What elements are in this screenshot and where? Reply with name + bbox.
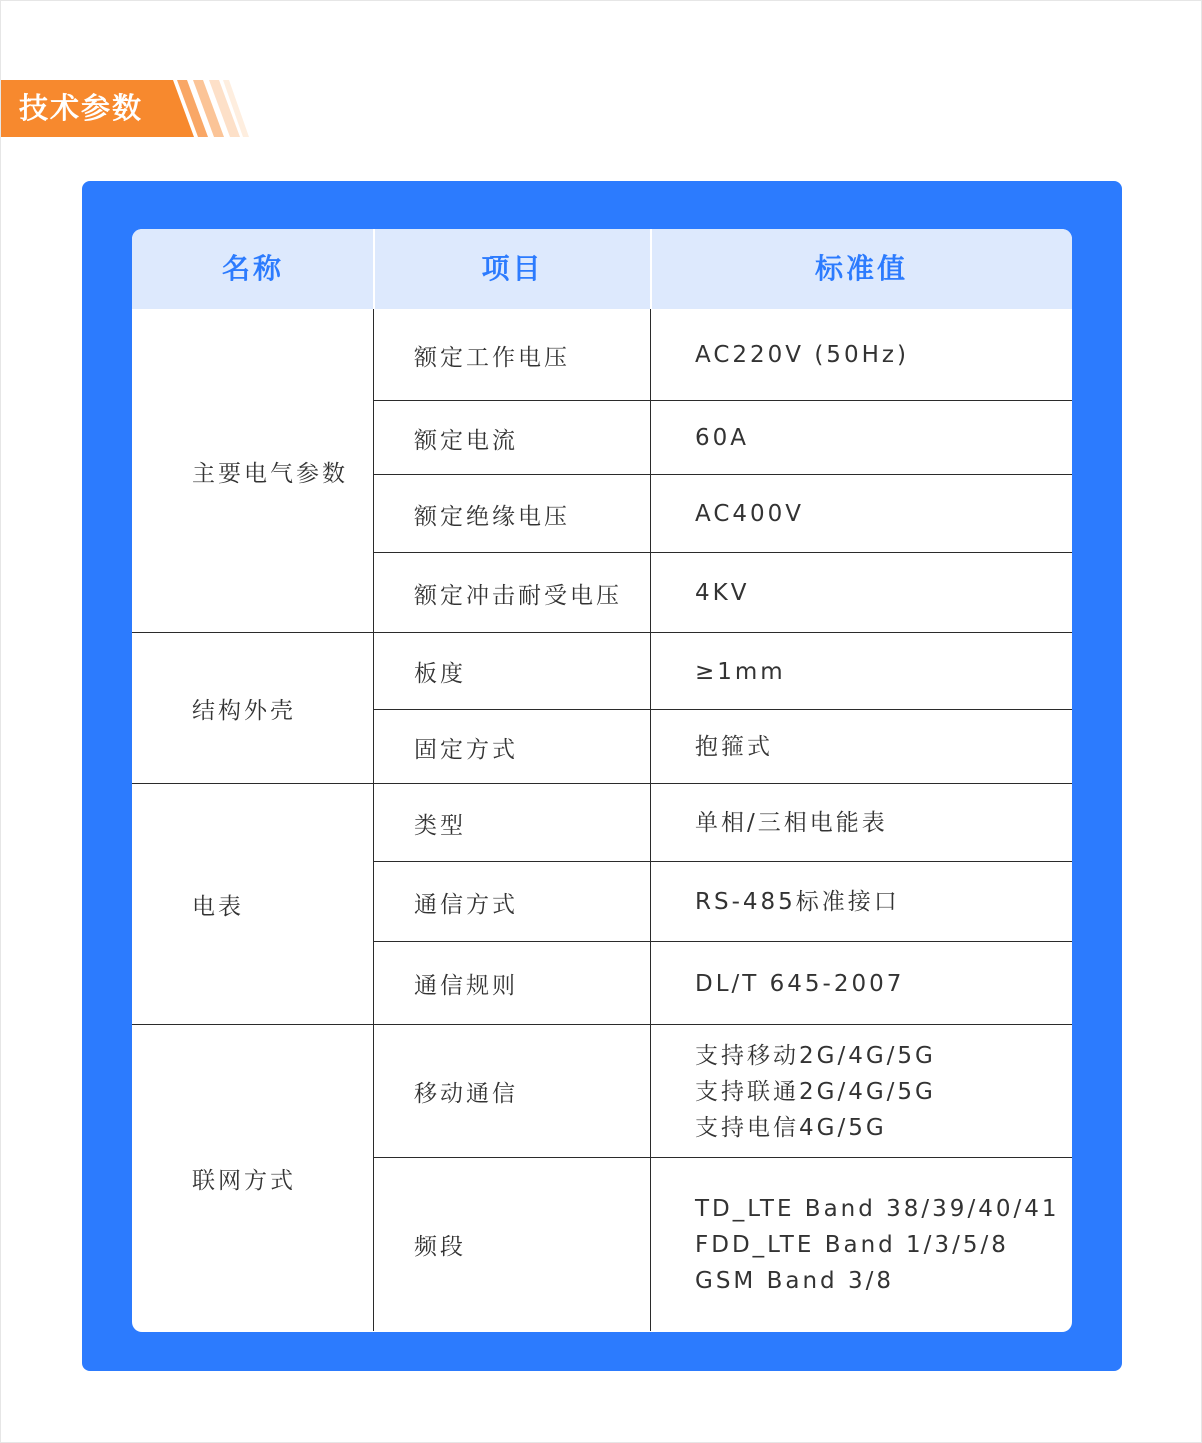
- item-label: 移动通信: [414, 1081, 518, 1107]
- item-label: 固定方式: [414, 736, 518, 763]
- value-cell: [695, 710, 1072, 784]
- item-label: 通信规则: [414, 973, 518, 999]
- spec-panel: [82, 181, 1122, 1371]
- item-label: 板度: [414, 661, 466, 687]
- item-cell: [414, 710, 651, 784]
- header-divider: [373, 229, 375, 309]
- group-name: 结构外壳: [192, 698, 296, 724]
- item-cell: [414, 553, 651, 633]
- item-label: 额定电流: [414, 427, 518, 454]
- value-text: DL/T 645-2007: [695, 970, 905, 997]
- header-value: 标准值: [814, 252, 908, 285]
- item-label: 类型: [414, 812, 466, 839]
- group-name: 联网方式: [192, 1167, 296, 1194]
- value-cell: [695, 862, 1072, 942]
- item-label: 额定工作电压: [414, 344, 570, 371]
- spec-table: [132, 229, 1072, 1332]
- group-name: 电表: [192, 894, 244, 920]
- value-text: 支持移动2G/4G/5G: [695, 1042, 936, 1069]
- value-text: 60A: [695, 425, 750, 451]
- value-text: AC220V (50Hz): [695, 342, 909, 368]
- section-title: 技术参数: [19, 91, 144, 125]
- item-label: 额定绝缘电压: [414, 503, 570, 530]
- value-text: 4KV: [695, 580, 750, 606]
- table-header: [132, 229, 1072, 309]
- group-name-cell: [192, 1025, 374, 1331]
- value-cell: [695, 1158, 1072, 1331]
- header-item: 项目: [481, 252, 544, 285]
- value-text: 抱箍式: [695, 734, 773, 760]
- item-cell: [414, 309, 651, 401]
- value-cell: [695, 942, 1072, 1025]
- value-text: TD_LTE Band 38/39/40/41: [695, 1195, 1060, 1222]
- value-text: ≥1mm: [695, 658, 786, 685]
- section-header: [1, 80, 251, 137]
- column-divider: [650, 309, 651, 1331]
- value-text: GSM Band 3/8: [695, 1267, 894, 1294]
- item-cell: [414, 1158, 651, 1331]
- item-cell: [414, 862, 651, 942]
- group-name-cell: [192, 633, 374, 784]
- value-cell: [695, 309, 1072, 401]
- value-cell: [695, 633, 1072, 710]
- value-cell: [695, 1025, 1072, 1158]
- value-text: 单相/三相电能表: [695, 810, 888, 836]
- column-divider: [373, 309, 374, 1331]
- value-text: 支持电信4G/5G: [695, 1114, 887, 1141]
- value-text: RS-485标准接口: [695, 889, 900, 915]
- group-name: 主要电气参数: [192, 460, 348, 487]
- item-label: 通信方式: [414, 891, 518, 918]
- header-divider: [650, 229, 652, 309]
- item-label: 频段: [414, 1234, 466, 1260]
- value-cell: [695, 401, 1072, 475]
- value-text: AC400V: [695, 501, 805, 527]
- group-name-cell: [192, 784, 374, 1025]
- item-cell: [414, 401, 651, 475]
- item-label: 额定冲击耐受电压: [414, 582, 622, 609]
- item-cell: [414, 942, 651, 1025]
- group-name-cell: [192, 309, 374, 633]
- item-cell: [414, 475, 651, 553]
- item-cell: [414, 1025, 651, 1158]
- item-cell: [414, 633, 651, 710]
- header-name: 名称: [221, 252, 284, 285]
- value-cell: [695, 553, 1072, 633]
- value-text: 支持联通2G/4G/5G: [695, 1078, 936, 1105]
- value-text: FDD_LTE Band 1/3/5/8: [695, 1231, 1009, 1258]
- value-cell: [695, 784, 1072, 862]
- value-cell: [695, 475, 1072, 553]
- item-cell: [414, 784, 651, 862]
